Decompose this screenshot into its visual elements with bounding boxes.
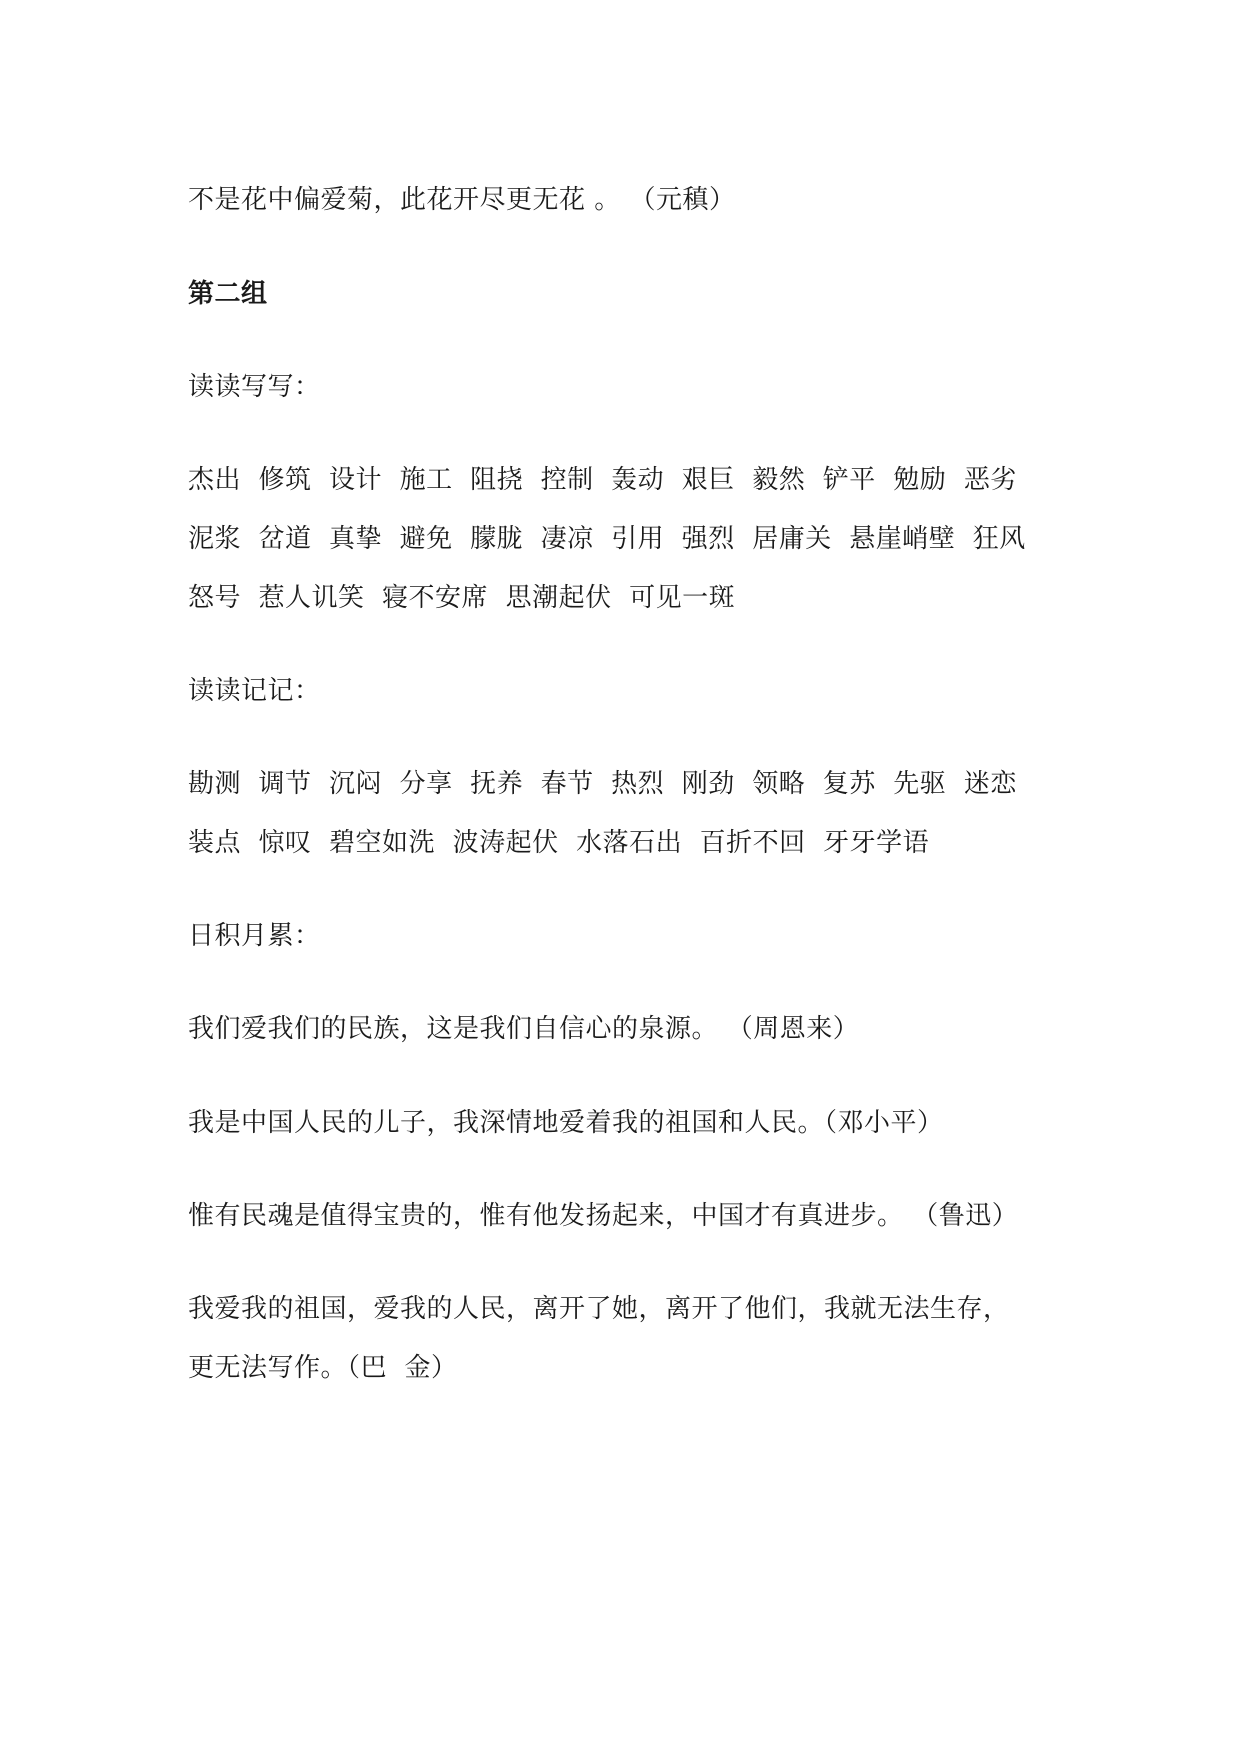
daily-heading: 日积月累：	[188, 921, 321, 951]
poem-line: 不是花中偏爱菊，此花开尽更无花 。 （元稹）	[188, 185, 736, 215]
quote-line: 惟有民魂是值得宝贵的，惟有他发扬起来，中国才有真进步。 （鲁迅）	[188, 1201, 1019, 1231]
quote-line: 我是中国人民的儿子，我深情地爱着我的祖国和人民。（邓小平）	[188, 1108, 944, 1138]
read-remember-row: 装点 惊叹 碧空如洗 波涛起伏 水落石出 百折不回 牙牙学语	[188, 828, 930, 858]
read-write-row: 怒号 惹人讥笑 寝不安席 思潮起伏 可见一斑	[188, 583, 736, 613]
read-remember-row: 勘测 调节 沉闷 分享 抚养 春节 热烈 刚劲 领略 复苏 先驱 迷恋	[188, 769, 1017, 799]
read-remember-heading: 读读记记：	[188, 676, 321, 706]
quote-line: 我爱我的祖国，爱我的人民，离开了她，离开了他们，我就无法生存，	[188, 1294, 1010, 1324]
quote-line: 更无法写作。（巴 金）	[188, 1353, 458, 1383]
read-write-row: 泥浆 岔道 真挚 避免 朦胧 凄凉 引用 强烈 居庸关 悬崖峭壁 狂风	[188, 524, 1026, 554]
read-write-heading: 读读写写：	[188, 372, 321, 402]
group-title: 第二组	[188, 279, 268, 309]
read-write-row: 杰出 修筑 设计 施工 阻挠 控制 轰动 艰巨 毅然 铲平 勉励 恶劣	[188, 465, 1017, 495]
quote-line: 我们爱我们的民族，这是我们自信心的泉源。 （周恩来）	[188, 1014, 860, 1044]
